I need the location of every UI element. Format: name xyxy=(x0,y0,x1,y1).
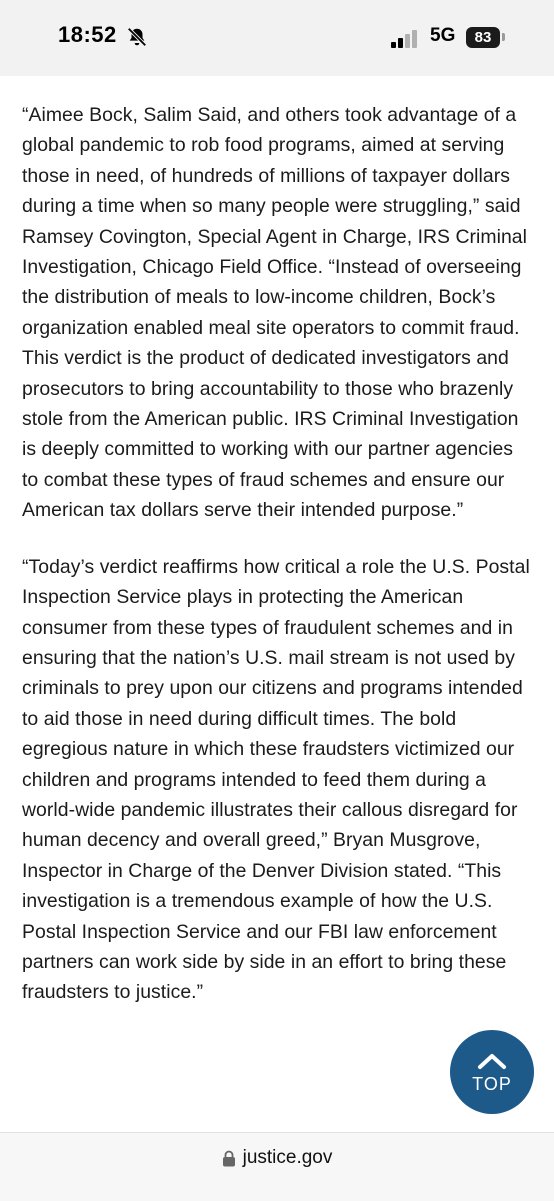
article-body xyxy=(22,100,532,1034)
battery-tip xyxy=(502,33,505,41)
chevron-up-icon xyxy=(477,1052,507,1070)
lock-icon xyxy=(222,1150,236,1167)
article-paragraph: “Today’s verdict reaffirms how critical a role the U.S. Postal Inspection Service plays in protecting the American consumer from these types of fraudulent schemes and in ensuring that the nation’s U.S. mail stream is not used by criminals to prey upon our citizens and programs intended to aid those in need during difficult times. The bold egregious nature in which these fraudsters victimized our children and programs intended to feed them during a world-wide pandemic illustrates their callous disregard for human decency and overall greed,” Bryan Musgrove, Inspector in Charge of the Denver Division stated. “This investigation is a tremendous example of how the U.S. Postal Inspection Service and our FBI law enforcement partners can work side by side in an effort to bring these fraudsters to justice.” xyxy=(22,555,530,1004)
back-to-top-button[interactable] xyxy=(450,1030,534,1114)
status-time: 18:52 xyxy=(58,22,117,47)
url-domain: justice.gov xyxy=(242,1147,333,1168)
battery-icon xyxy=(466,25,505,49)
back-to-top-label: TOP xyxy=(472,1073,512,1094)
signal-icon xyxy=(391,30,419,48)
article-paragraph: “Aimee Bock, Salim Said, and others took advantage of a global pandemic to rob food programs, aimed at serving those in need, of hundreds of millions of taxpayer dollars during a time when so many people were struggling,” said Ramsey Covington, Special Agent in Charge, IRS Criminal Investigation, Chicago Field Office. “Instead of overseeing the distribution of meals to low-income children, Bock’s organization enabled meal site operators to commit fraud. This verdict is the product of dedicated investigators and prosecutors to bring accountability to those who brazenly stole from the American public. IRS Criminal Investigation is deeply committed to working with our partner agencies to combat these types of fraud schemes and ensure our American tax dollars serve their intended purpose.” xyxy=(22,104,527,522)
network-type: 5G xyxy=(430,25,456,46)
bell-slash-icon xyxy=(126,26,148,48)
battery-level: 83 xyxy=(466,27,500,48)
address-display[interactable] xyxy=(0,1147,554,1169)
browser-address-bar[interactable] xyxy=(0,1132,554,1201)
status-bar xyxy=(0,0,554,76)
